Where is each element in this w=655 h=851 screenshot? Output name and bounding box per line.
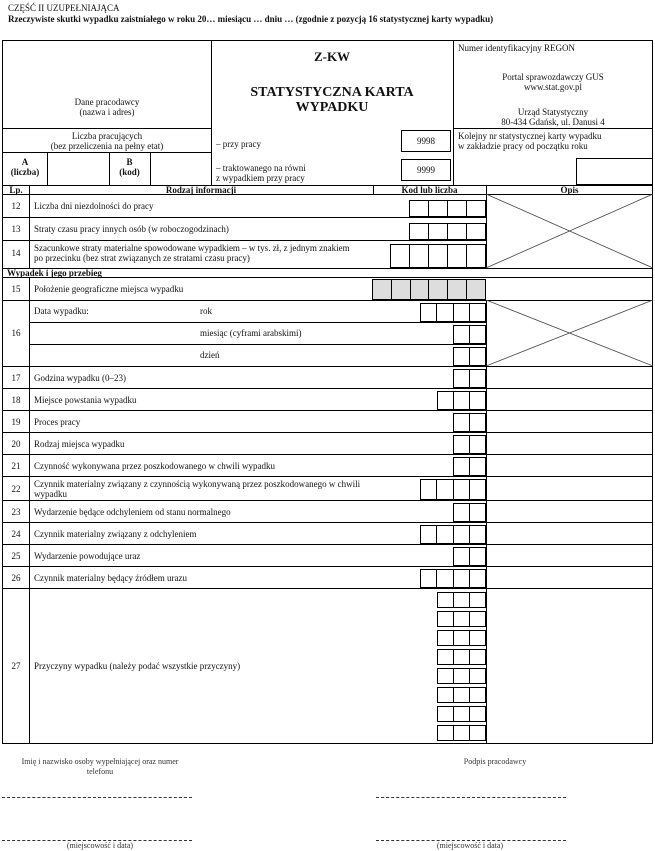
opis-crossed-16 (486, 300, 653, 366)
signature-line[interactable] (376, 797, 566, 798)
row-16-day: dzień (200, 350, 220, 360)
at-work-label: – przy pracy (216, 139, 261, 149)
b-label: B (kod) (119, 157, 140, 177)
lp-26: 26 (11, 573, 21, 583)
form-subtitle: Rzeczywiste skutki wypadku zaistniałego w roku 20… miesiącu … dniu … (zgodnie z pozycją 16 statystycznej karty wypadku) (8, 14, 494, 24)
row-23-code-cells[interactable] (453, 503, 486, 522)
lp-18: 18 (11, 395, 21, 405)
row-27-code-cells-4[interactable] (437, 649, 486, 665)
serial-label: Kolejny nr statystycznej karty wypadku w zakładzie pracy od początku roku (458, 131, 602, 151)
equal-label: – traktowanego na równi z wypadkiem przy pracy (216, 163, 306, 183)
row-18-code-cells[interactable] (437, 391, 486, 410)
signature-place-date-label: (miejscowość i data) (436, 841, 504, 850)
row-22-code-cells[interactable] (420, 479, 486, 500)
row-16-month: miesiąc (cyframi arabskimi) (200, 328, 302, 338)
lp-27: 27 (11, 661, 21, 671)
row-20-label: Rodzaj miejsca wypadku (34, 439, 125, 449)
row-15-code-cells[interactable] (372, 279, 486, 300)
lp-17: 17 (11, 373, 21, 383)
row-27-code-cells-3[interactable] (437, 630, 486, 646)
row-26-code-cells[interactable] (420, 569, 486, 588)
col-info: Rodzaj informacji (165, 185, 237, 195)
lp-20: 20 (11, 439, 21, 449)
row-16-label: Data wypadku: (34, 306, 89, 316)
row-25-label: Wydarzenie powodujące uraz (34, 551, 141, 561)
section-title: Wypadek i jego przebieg (7, 268, 102, 278)
workers-label: Liczba pracujących (bez przeliczenia na pełny etat) (50, 131, 164, 151)
row-16-day-cells[interactable] (453, 347, 486, 366)
lp-22: 22 (11, 484, 21, 494)
col-desc: Opis (560, 185, 579, 195)
row-20-code-cells[interactable] (453, 435, 486, 454)
row-27-code-cells-2[interactable] (437, 611, 486, 627)
lp-15: 15 (11, 284, 21, 294)
form-frame (2, 40, 653, 744)
form-code: Z-KW (313, 49, 351, 64)
row-12-code-cells[interactable] (409, 200, 486, 217)
lp-16: 16 (11, 328, 21, 338)
row-16-year-cells[interactable] (420, 303, 486, 322)
lp-19: 19 (11, 417, 21, 427)
row-27-code-cells-6[interactable] (437, 687, 486, 703)
row-27-label: Przyczyny wypadku (należy podać wszystkie przyczyny) (34, 661, 241, 671)
row-24-label: Czynnik materialny związany z odchyleniem (34, 529, 197, 539)
part-title: CZĘŚĆ II UZUPEŁNIAJĄCA (8, 3, 120, 13)
row-21-code-cells[interactable] (453, 457, 486, 476)
row-18-label: Miejsce powstania wypadku (34, 395, 137, 405)
row-14-code-cells[interactable] (390, 244, 486, 268)
col-lp: Lp. (9, 185, 23, 195)
serial-number-box[interactable] (576, 158, 653, 185)
lp-13: 13 (11, 224, 21, 234)
row-19-code-cells[interactable] (453, 413, 486, 432)
row-14-label: Szacunkowe straty materialne spowodowane wypadkiem – w tys. zł, z jednym znakiem po przecinku (bez strat związanych ze stratami czasu pracy) (34, 243, 350, 263)
lp-25: 25 (11, 551, 21, 561)
portal-label: Portal sprawozdawczy GUS www.stat.gov.pl (502, 72, 604, 92)
col-code: Kod lub liczba (401, 185, 458, 195)
row-13-label: Straty czasu pracy innych osób (w roboczogodzinach) (34, 224, 229, 234)
row-16-month-cells[interactable] (453, 325, 486, 344)
lp-23: 23 (11, 507, 21, 517)
regon-label: Numer identyfikacyjny REGON (458, 43, 575, 53)
row-25-code-cells[interactable] (453, 547, 486, 566)
office-label: Urząd Statystyczny 80-434 Gdańsk, ul. Danusi 4 (501, 107, 605, 127)
row-16-year: rok (200, 306, 212, 316)
opis-crossed-12-14 (486, 194, 653, 268)
row-22-label: Czynnik materialny związany z czynnością wykonywaną przez poszkodowanego w chwili wypadku (34, 479, 361, 499)
row-27-code-cells-1[interactable] (437, 592, 486, 608)
lp-24: 24 (11, 529, 21, 539)
filler-place-date-label: (miejscowość i data) (66, 841, 134, 850)
row-23-label: Wydarzenie będące odchyleniem od stanu normalnego (34, 507, 231, 517)
code-9999-box: 9999 (401, 159, 451, 181)
row-17-code-cells[interactable] (453, 369, 486, 388)
code-9998-box: 9998 (401, 130, 451, 152)
row-12-label: Liczba dni niezdolności do pracy (34, 201, 154, 211)
lp-21: 21 (11, 461, 21, 471)
lp-12: 12 (11, 201, 21, 211)
row-27-code-cells-5[interactable] (437, 668, 486, 684)
row-27-code-cells-7[interactable] (437, 706, 486, 722)
filler-name-line[interactable] (2, 797, 192, 798)
employer-label: Dane pracodawcy (nazwa i adres) (74, 97, 140, 117)
signature-label: Podpis pracodawcy (463, 757, 527, 766)
row-21-label: Czynność wykonywana przez poszkodowanego w chwili wypadku (34, 461, 275, 471)
row-15-label: Położenie geograficzne miejsca wypadku (34, 284, 184, 294)
row-26-label: Czynnik materialny będący źródłem urazu (34, 573, 187, 583)
row-24-code-cells[interactable] (420, 525, 486, 544)
row-27-code-cells-8[interactable] (437, 725, 486, 741)
form-title: STATYSTYCZNA KARTA WYPADKU (250, 85, 414, 115)
row-17-label: Godzina wypadku (0–23) (34, 373, 126, 383)
row-13-code-cells[interactable] (409, 223, 486, 240)
a-label: A (liczba) (10, 157, 40, 177)
row-19-label: Proces pracy (34, 417, 81, 427)
filler-name-label: Imię i nazwisko osoby wypełniającej oraz numer telefonu (21, 757, 179, 776)
lp-14: 14 (11, 248, 21, 258)
